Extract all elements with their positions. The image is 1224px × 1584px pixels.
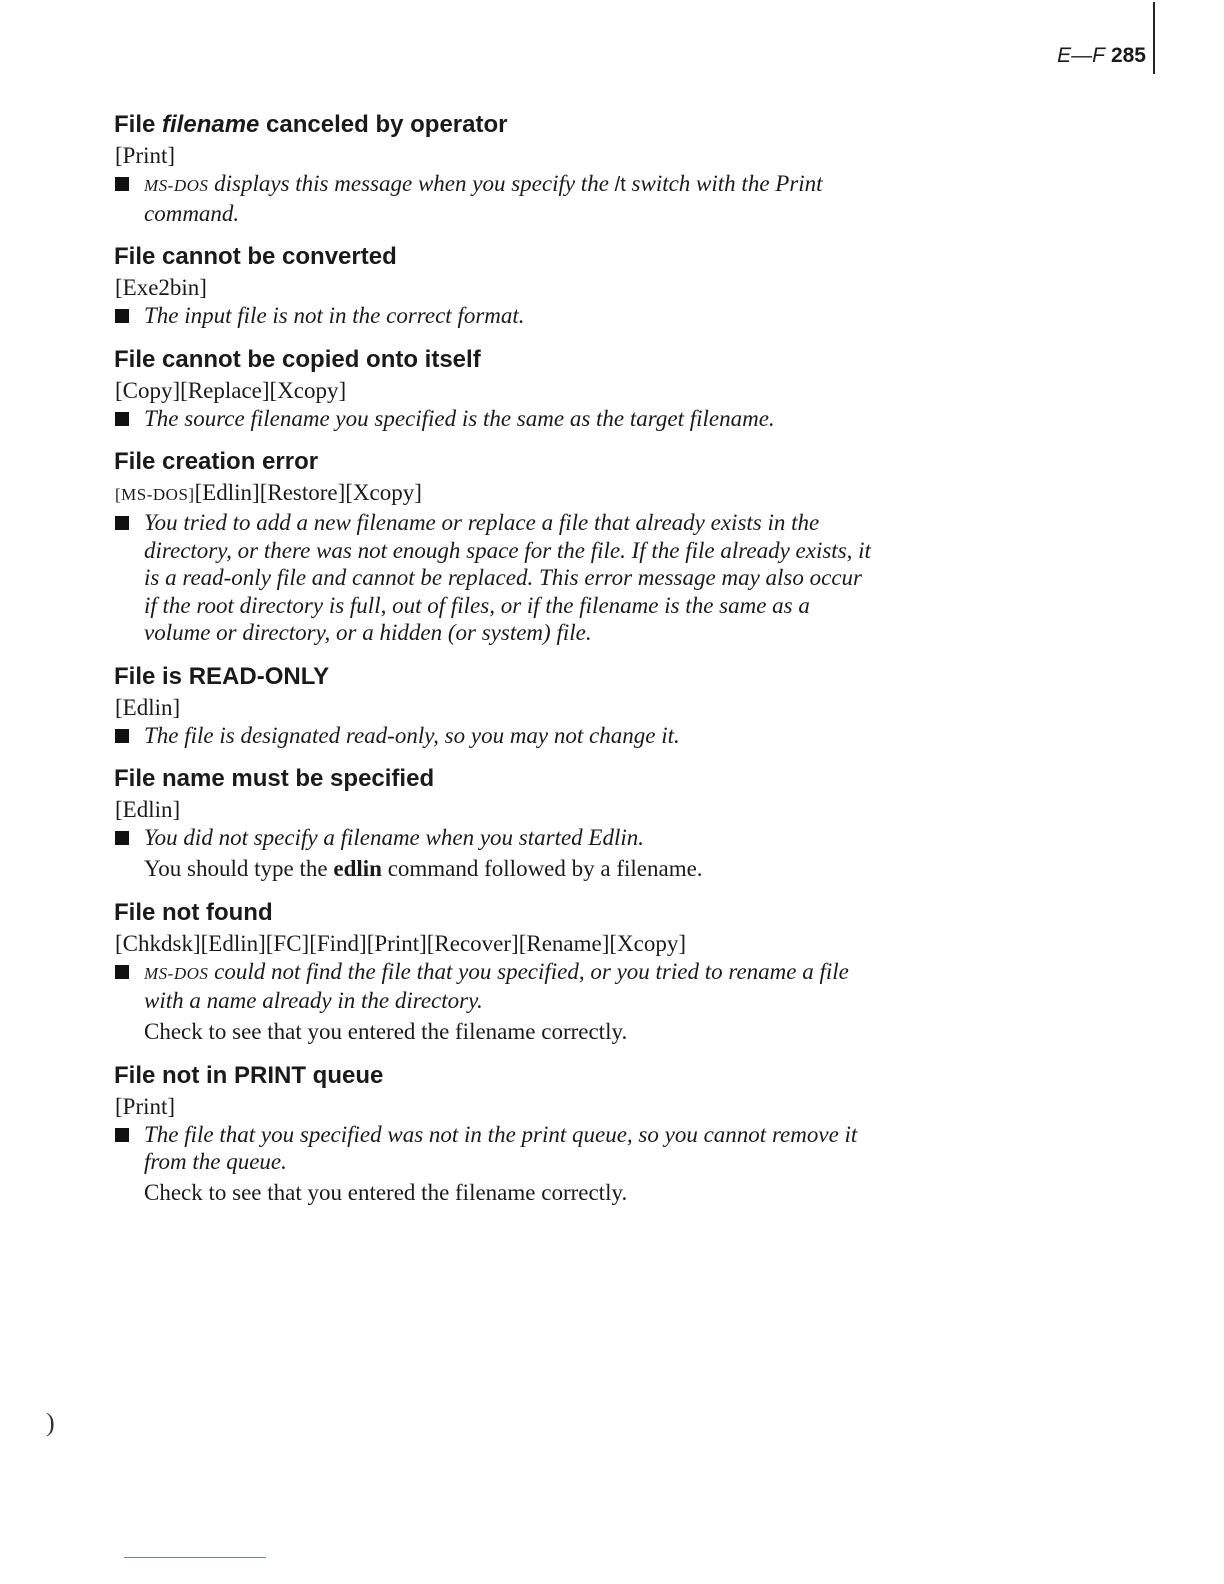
entry-read-only: [114, 660, 874, 750]
page-number: 285: [1110, 44, 1146, 67]
entry-note: You should type the edlin command followed by a filename.: [144, 855, 703, 881]
bullet-icon: [115, 412, 129, 426]
entry-not-in-print-queue: [114, 1059, 874, 1207]
entry-commands: [Exe2bin]: [115, 275, 207, 300]
entry-description: MS-DOS displays this message when you specify the /t switch with the Print command.: [114, 170, 874, 227]
entry-commands: [Print]: [115, 143, 176, 168]
entry-cannot-convert: [114, 240, 874, 330]
bullet-icon: [115, 965, 129, 979]
entry-commands: [Print]: [115, 1093, 176, 1119]
entry-commands: [Chkdsk][Edlin][FC][Find][Print][Recover][Rename][Xcopy]: [115, 930, 687, 956]
entry-title: File cannot be copied onto itself: [114, 345, 481, 373]
entry-description: The file is designated read-only, so you may not change it.: [114, 722, 874, 750]
entry-description: You tried to add a new filename or replace a file that already exists in the directory, or there was not enough space for the file. If the file already exists, it is a read-only file and cannot be replaced. This error message may also occur if the root directory is full, out of files, or if the filename is the same as a volume or directory, or a hidden (or system) file.: [114, 509, 874, 647]
header-rule: [1153, 2, 1155, 74]
entry-note: Check to see that you entered the filename correctly.: [144, 1018, 628, 1044]
entry-description: MS-DOS could not find the file that you specified, or you tried to rename a file with a name already in the directory.: [114, 958, 874, 1015]
bullet-icon: [115, 516, 129, 530]
entry-title: File not found: [114, 898, 273, 926]
entry-copied-onto-itself: [114, 343, 874, 433]
entry-description: The source filename you specified is the same as the target filename.: [114, 405, 874, 433]
entry-commands: [Edlin]: [115, 797, 181, 822]
bullet-icon: [115, 177, 129, 191]
bullet-icon: [115, 1128, 129, 1142]
entry-commands: [Copy][Replace][Xcopy]: [115, 377, 347, 403]
entry-name-must-be-specified: [114, 762, 874, 883]
entry-title: File is READ-ONLY: [114, 662, 330, 690]
entry-file-canceled: [114, 108, 874, 227]
margin-mark: ): [46, 1408, 55, 1437]
entry-description: The file that you specified was not in the print queue, so you cannot remove it from the queue.: [114, 1121, 874, 1176]
entry-creation-error: [114, 445, 874, 647]
entry-commands: [Edlin]: [115, 694, 181, 720]
entry-description: The input file is not in the correct format.: [114, 302, 874, 330]
message-entries: [114, 108, 874, 1220]
entry-title: File creation error: [114, 448, 319, 475]
entry-not-found: [114, 896, 874, 1046]
entry-description: You did not specify a filename when you started Edlin.: [114, 824, 874, 852]
section-label: E—F: [1057, 44, 1105, 67]
bullet-icon: [115, 309, 129, 323]
running-header: [1057, 44, 1146, 68]
footer-rule: [124, 1557, 266, 1558]
entry-note: Check to see that you entered the filename correctly.: [144, 1179, 628, 1205]
entry-title: File filename canceled by operator: [114, 111, 508, 138]
bullet-icon: [115, 729, 129, 743]
entry-title: File cannot be converted: [114, 243, 397, 270]
bullet-icon: [115, 831, 129, 845]
entry-title: File not in PRINT queue: [114, 1061, 384, 1089]
entry-commands: [MS-DOS][Edlin][Restore][Xcopy]: [115, 480, 422, 505]
entry-title: File name must be specified: [114, 765, 435, 792]
